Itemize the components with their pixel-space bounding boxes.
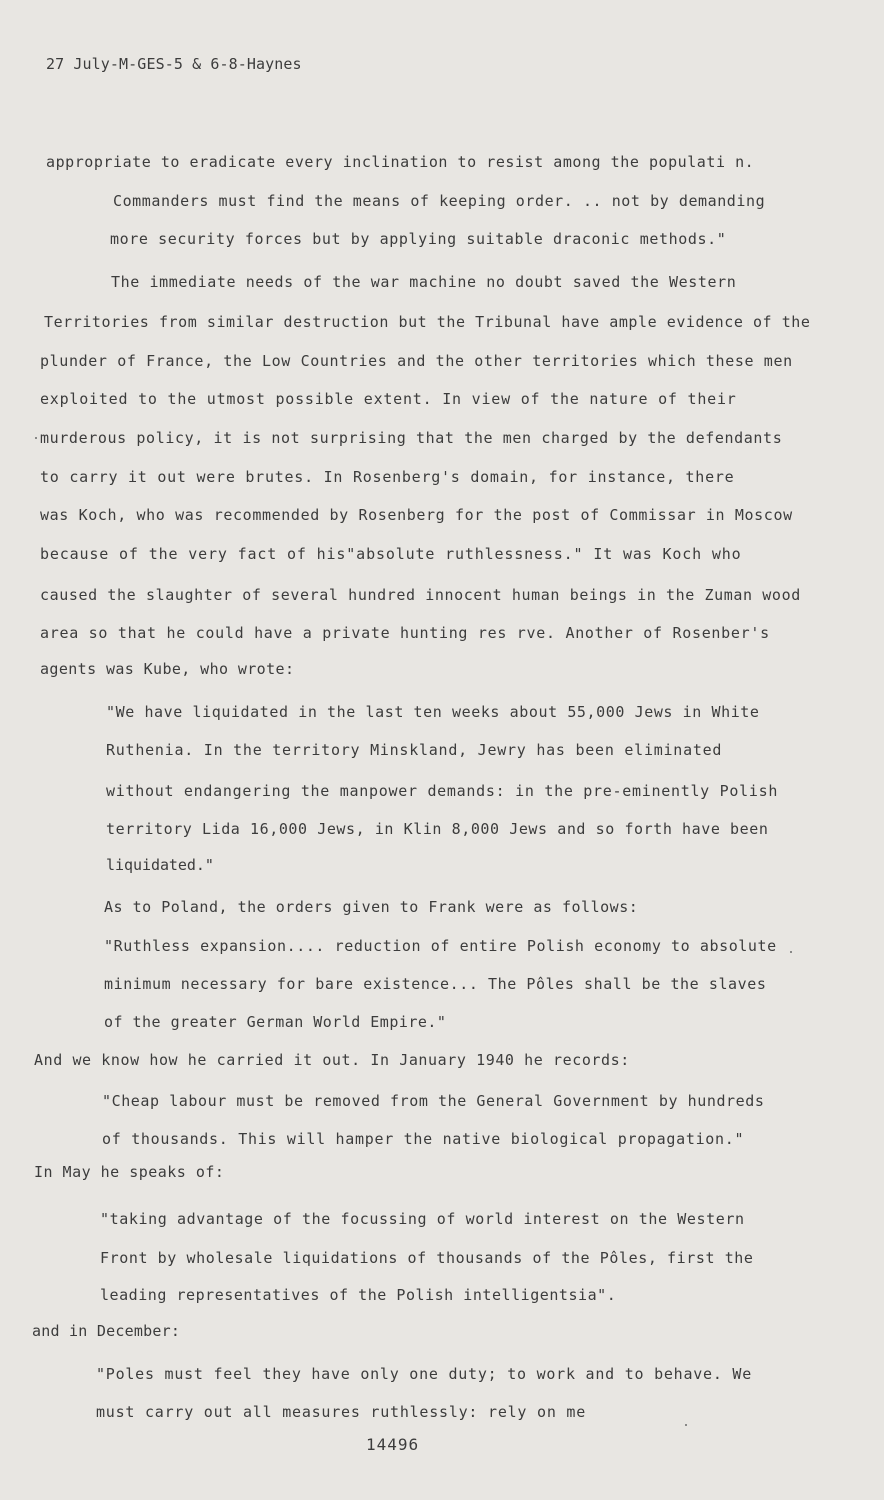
text-line-32: "Poles must feel they have only one duty; to work and to behave. We [96, 1365, 752, 1383]
text-line-7: exploited to the utmost possible extent. In view of the nature of their [40, 390, 737, 408]
text-line-10: was Koch, who was recommended by Rosenberg for the post of Commissar in Moscow [40, 506, 793, 524]
text-line-5: Territories from similar destruction but the Tribunal have ample evidence of the [44, 313, 811, 331]
text-line-22: minimum necessary for bare existence... The Pôles shall be the slaves [104, 975, 767, 993]
text-line-12: caused the slaughter of several hundred innocent human beings in the Zuman wood [40, 586, 801, 604]
text-line-23: of the greater German World Empire." [104, 1013, 447, 1031]
text-line-31: and in December: [32, 1322, 181, 1340]
text-line-16: Ruthenia. In the territory Minskland, Jewry has been eliminated [106, 741, 723, 759]
text-line-20: As to Poland, the orders given to Frank were as follows: [104, 898, 639, 916]
text-line-8: murderous policy, it is not surprising that the men charged by the defendants [40, 429, 783, 447]
text-line-6: plunder of France, the Low Countries and the other territories which these men [40, 352, 793, 370]
text-line-11: because of the very fact of his"absolute ruthlessness." It was Koch who [40, 545, 742, 563]
text-line-19: liquidated." [106, 856, 214, 874]
text-line-21: "Ruthless expansion.... reduction of entire Polish economy to absolute [104, 937, 777, 955]
ink-speck [685, 1424, 687, 1426]
text-line-3: more security forces but by applying suitable draconic methods." [110, 230, 727, 248]
document-header: 27 July-M-GES-5 & 6-8-Haynes [46, 55, 302, 73]
text-line-24: And we know how he carried it out. In January 1940 he records: [34, 1051, 630, 1069]
text-line-29: Front by wholesale liquidations of thousands of the Pôles, first the [100, 1249, 754, 1267]
text-line-25: "Cheap labour must be removed from the General Government by hundreds [102, 1092, 765, 1110]
text-line-15: "We have liquidated in the last ten weeks about 55,000 Jews in White [106, 703, 760, 721]
text-line-18: territory Lida 16,000 Jews, in Klin 8,000 Jews and so forth have been [106, 820, 769, 838]
text-line-28: "taking advantage of the focussing of world interest on the Western [100, 1210, 745, 1228]
text-line-30: leading representatives of the Polish intelligentsia". [100, 1286, 617, 1304]
text-line-26: of thousands. This will hamper the native biological propagation." [102, 1130, 745, 1148]
text-line-14: agents was Kube, who wrote: [40, 660, 295, 678]
text-line-13: area so that he could have a private hunting res rve. Another of Rosenber's [40, 624, 770, 642]
text-line-17: without endangering the manpower demands: in the pre-eminently Polish [106, 782, 779, 800]
text-line-2: Commanders must find the means of keeping order. .. not by demanding [113, 192, 766, 210]
text-line-33: must carry out all measures ruthlessly: rely on me [96, 1403, 587, 1421]
text-line-4: The immediate needs of the war machine no doubt saved the Western [111, 273, 737, 291]
text-line-9: to carry it out were brutes. In Rosenberg's domain, for instance, there [40, 468, 735, 486]
text-line-1: appropriate to eradicate every inclination to resist among the populati n. [46, 153, 755, 171]
page-number: 14496 [366, 1435, 420, 1454]
text-line-27: In May he speaks of: [34, 1163, 225, 1181]
ink-speck [35, 437, 37, 439]
ink-speck [790, 951, 792, 953]
